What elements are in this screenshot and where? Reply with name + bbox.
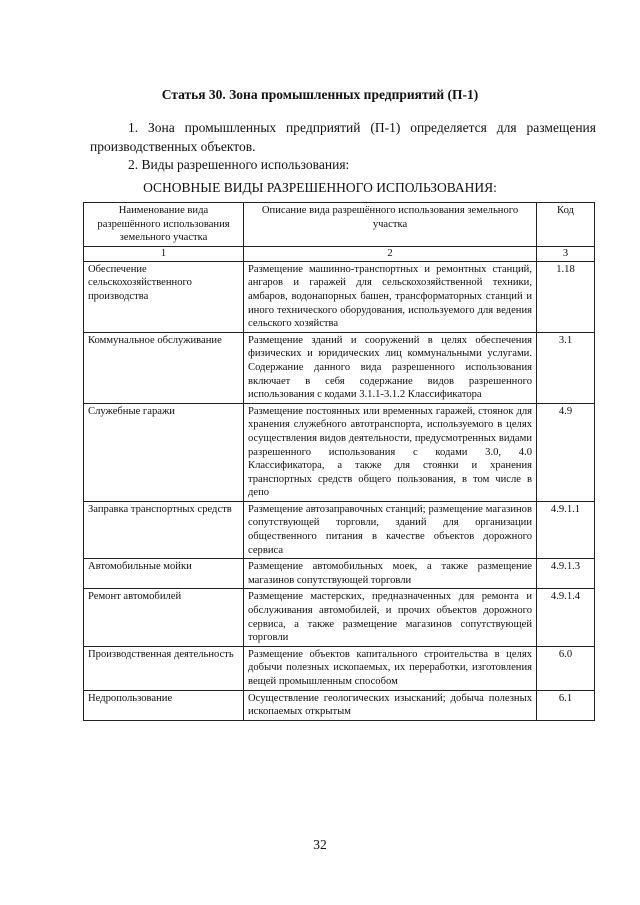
row-description: Осуществление геологических изысканий; добыча полезных ископаемых открытым (244, 690, 537, 720)
header-name: Наименование вида разрешённого использования земельного участка (84, 203, 244, 247)
row-description: Размещение автозаправочных станций; размещение магазинов сопутствующей торговли, зданий для организации общественного питания в качестве объектов дорожного сервиса (244, 501, 537, 558)
row-description: Размещение зданий и сооружений в целях обеспечения физических и юридических лиц коммунальными услугами. Содержание данного вида разрешенного использования включает в себя содержание видов разрешенного использования с кодами 3.1.1-3.1.2 Классификатора (244, 332, 537, 403)
row-code: 4.9.1.3 (537, 559, 595, 589)
row-code: 6.0 (537, 646, 595, 690)
row-name: Коммунальное обслуживание (84, 332, 244, 403)
table-row (84, 332, 595, 403)
paragraph-2: 2. Виды разрешенного использования: (128, 157, 350, 172)
row-code: 1.18 (537, 261, 595, 332)
table-row (84, 403, 595, 501)
row-name: Заправка транспортных средств (84, 501, 244, 558)
row-name: Ремонт автомобилей (84, 589, 244, 646)
row-code: 3.1 (537, 332, 595, 403)
paragraph-1: 1. Зона промышленных предприятий (П-1) определяется для размещения производственных объектов. (90, 120, 596, 154)
table-header-row (84, 203, 595, 247)
row-description: Размещение объектов капитального строительства в целях добычи полезных ископаемых, их переработки, изготовления вещей промышленным способом (244, 646, 537, 690)
table-row (84, 690, 595, 720)
row-description: Размещение автомобильных моек, а также размещение магазинов сопутствующей торговли (244, 559, 537, 589)
column-number: 2 (244, 246, 537, 261)
page-number: 32 (313, 837, 327, 852)
land-use-table (83, 202, 595, 721)
row-code: 4.9.1.4 (537, 589, 595, 646)
row-name: Обеспечение сельскохозяйственного производства (84, 261, 244, 332)
header-description: Описание вида разрешённого использования земельного участка (244, 203, 537, 247)
article-title: Статья 30. Зона промышленных предприятий (П-1) (161, 87, 479, 102)
row-description: Размещение мастерских, предназначенных для ремонта и обслуживания автомобилей, и прочих объектов дорожного сервиса, а также размещение магазинов сопутствующей торговли (244, 589, 537, 646)
row-name: Недропользование (84, 690, 244, 720)
column-number: 1 (84, 246, 244, 261)
column-number: 3 (537, 246, 595, 261)
section-heading: ОСНОВНЫЕ ВИДЫ РАЗРЕШЕННОГО ИСПОЛЬЗОВАНИЯ: (143, 180, 497, 195)
table-row (84, 646, 595, 690)
row-name: Автомобильные мойки (84, 559, 244, 589)
row-name: Служебные гаражи (84, 403, 244, 501)
table-row (84, 589, 595, 646)
table-row (84, 501, 595, 558)
table-row (84, 261, 595, 332)
table-row (84, 559, 595, 589)
row-name: Производственная деятельность (84, 646, 244, 690)
row-description: Размещение постоянных или временных гаражей, стоянок для хранения служебного автотранспорта, используемого в целях осуществления видов деятельности, предусмотренных видами разрешенного использования с кодами 3.0, 4.0 Классификатора, а также для стоянки и хранения транспортных средств общего пользования, в том числе в депо (244, 403, 537, 501)
column-number-row (84, 246, 595, 261)
row-description: Размещение машинно-транспортных и ремонтных станций, ангаров и гаражей для сельскохозяйственной техники, амбаров, водонапорных башен, трансформаторных станций и иного технического оборудования, используемого для ведения сельского хозяйства (244, 261, 537, 332)
row-code: 6.1 (537, 690, 595, 720)
row-code: 4.9.1.1 (537, 501, 595, 558)
row-code: 4.9 (537, 403, 595, 501)
header-code: Код (537, 203, 595, 247)
